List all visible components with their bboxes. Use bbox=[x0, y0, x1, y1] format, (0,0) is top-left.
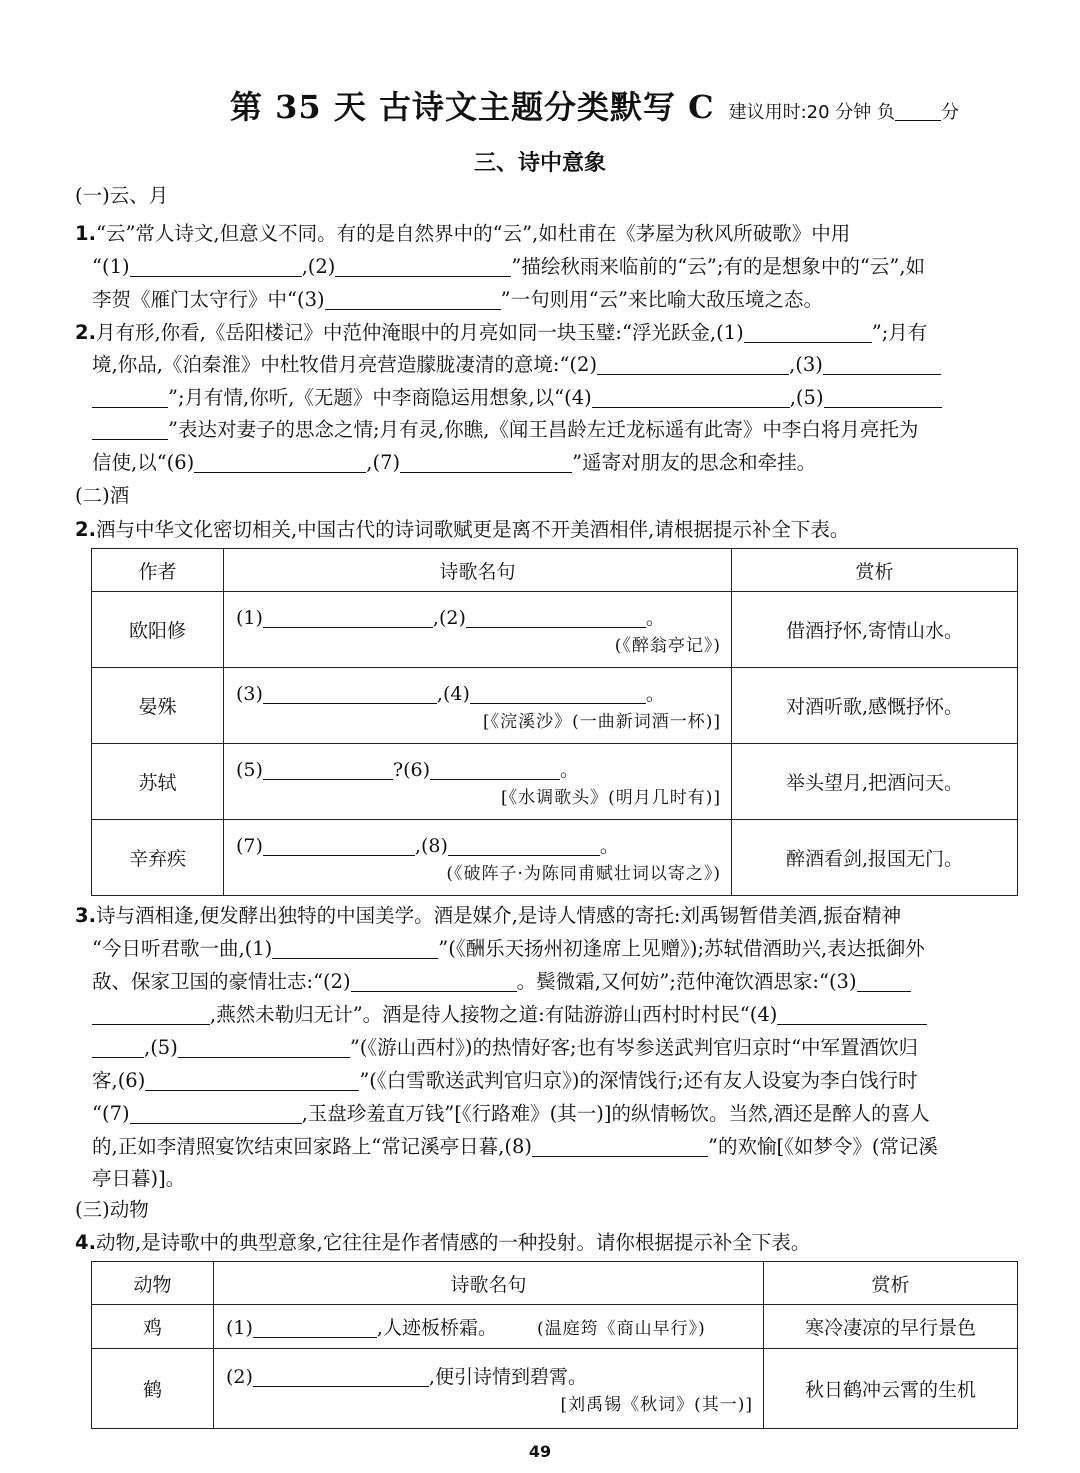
q2-text-5a: 信使,以“(6) bbox=[92, 451, 195, 474]
animal-verse-cell bbox=[214, 1349, 764, 1429]
verse-source: (《醉翁亭记》) bbox=[614, 635, 721, 656]
animal-name: 鹤 bbox=[92, 1349, 214, 1429]
blank-label: ,(2) bbox=[432, 606, 466, 629]
wine-blank-1[interactable] bbox=[263, 605, 433, 628]
animal-blank-2[interactable] bbox=[253, 1364, 429, 1387]
q3-line1 bbox=[75, 900, 1025, 932]
verse-end: 。 bbox=[645, 606, 665, 629]
blank-label: (7) bbox=[236, 834, 263, 857]
verse-source: [《浣溪沙》(一曲新词酒一杯)] bbox=[482, 711, 721, 732]
q3-line3 bbox=[92, 966, 1022, 998]
q3-blank-3[interactable] bbox=[857, 969, 911, 992]
q2-text-4: ”表达对妻子的思念之情;月有灵,你瞧,《闻王昌龄左迁龙标遥有此寄》中李白将月亮托为 bbox=[168, 418, 919, 441]
wine-note: 醉酒看剑,报国无门。 bbox=[732, 820, 1018, 896]
q3-blank-4-cont[interactable] bbox=[92, 1035, 144, 1058]
wine-blank-3[interactable] bbox=[263, 681, 437, 704]
wine-author: 辛弃疾 bbox=[92, 820, 224, 896]
wine-header-verse: 诗歌名句 bbox=[224, 549, 732, 592]
animal-header-verse: 诗歌名句 bbox=[214, 1262, 764, 1305]
q3-text-5b: ”(《游山西村》)的热情好客;也有岑参送武判官归京时“中军置酒饮归 bbox=[349, 1036, 919, 1059]
animal-name: 鸡 bbox=[92, 1305, 214, 1349]
q2-blank-1[interactable] bbox=[744, 320, 872, 343]
blank-label: (5) bbox=[236, 758, 263, 781]
q3-blank-8[interactable] bbox=[532, 1134, 708, 1157]
animal-header-note: 赏析 bbox=[764, 1262, 1018, 1305]
wine-table bbox=[91, 548, 1018, 896]
page-header bbox=[230, 82, 1030, 132]
verse-source: (《破阵子·为陈同甫赋壮词以寄之》) bbox=[446, 863, 721, 884]
time-note-text: 建议用时:20 分钟 负 bbox=[728, 102, 895, 123]
wine-blank-5[interactable] bbox=[263, 757, 393, 780]
q3-text-8a: 的,正如李清照宴饮结束回家路上“常记溪亭日暮,(8) bbox=[92, 1135, 532, 1158]
wine-blank-6[interactable] bbox=[430, 757, 560, 780]
q1-text-2c: ”描绘秋雨来临前的“云”;有的是想象中的“云”,如 bbox=[511, 255, 926, 278]
q3-text-3a: 敌、保家卫国的豪情壮志:“(2) bbox=[92, 970, 351, 993]
q2-blank-3[interactable] bbox=[823, 352, 941, 375]
q2-number: 2. bbox=[75, 321, 96, 344]
wine-header-note: 赏析 bbox=[732, 549, 1018, 592]
q2-blank-4[interactable] bbox=[592, 385, 790, 408]
blank-label: (2) bbox=[226, 1365, 253, 1388]
q3-text-5a: ,(5) bbox=[144, 1036, 178, 1059]
q1-text-3b: ”一句则用“云”来比喻大敌压境之态。 bbox=[500, 288, 824, 311]
q1-text-1: “云”常人诗文,但意义不同。有的是自然界中的“云”,如杜甫在《茅屋为秋风所破歌》中用 bbox=[95, 222, 851, 245]
wine-verse-cell bbox=[224, 820, 732, 896]
q2b-number: 2. bbox=[75, 518, 96, 541]
table-row bbox=[92, 592, 1018, 668]
wine-blank-8[interactable] bbox=[448, 833, 600, 856]
animal-header-name: 动物 bbox=[92, 1262, 214, 1305]
q3-blank-3-cont[interactable] bbox=[92, 1002, 210, 1025]
q2-blank-5-cont[interactable] bbox=[92, 417, 168, 440]
wine-note: 举头望月,把酒问天。 bbox=[732, 744, 1018, 820]
verse-end: 。 bbox=[560, 758, 580, 781]
q4-number: 4. bbox=[75, 1231, 96, 1254]
q2b-text: 酒与中华文化密切相关,中国古代的诗词歌赋更是离不开美酒相伴,请根据提示补全下表。 bbox=[95, 518, 850, 541]
score-unit: 分 bbox=[941, 102, 959, 123]
wine-verse-cell bbox=[224, 668, 732, 744]
q2-text-3b: ,(5) bbox=[789, 386, 824, 409]
q2-text-2a: 境,你品,《泊秦淮》中杜牧借月亮营造朦胧凄清的意境:“(2) bbox=[92, 353, 598, 376]
wine-note: 借酒抒怀,寄情山水。 bbox=[732, 592, 1018, 668]
q1-text-3a: 李贺《雁门太守行》中“(3) bbox=[92, 288, 325, 311]
q3-blank-1[interactable] bbox=[272, 936, 438, 959]
animal-blank-1[interactable] bbox=[253, 1315, 377, 1338]
q3-text-7a: “(7) bbox=[92, 1102, 130, 1125]
q3-text-2b: ”(《酬乐天扬州初逢席上见赠》);苏轼借酒助兴,表达抵御外 bbox=[438, 937, 925, 960]
q1-blank-1[interactable] bbox=[130, 254, 302, 277]
verse-source: [刘禹锡《秋词》(其一)] bbox=[560, 1394, 753, 1415]
q2-blank-2[interactable] bbox=[597, 352, 789, 375]
q2-text-1b: ”;月有 bbox=[871, 321, 928, 344]
q2-blank-3-cont[interactable] bbox=[92, 385, 168, 408]
q3-text-4: ,燕然未勒归无计”。酒是待人接物之道:有陆游游山西村时村民“(4) bbox=[210, 1003, 778, 1026]
part1-heading: (一)云、月 bbox=[75, 184, 169, 207]
q1-blank-3[interactable] bbox=[325, 287, 501, 310]
q3-line2 bbox=[92, 933, 1022, 965]
section-title: 三、诗中意象 bbox=[473, 151, 606, 176]
q3-blank-5[interactable] bbox=[178, 1035, 350, 1058]
q1-text-2a: “(1) bbox=[92, 255, 130, 278]
q3-text-8b: ”的欢愉[《如梦令》(常记溪 bbox=[708, 1135, 938, 1158]
time-score-note bbox=[729, 98, 959, 124]
blank-label: ,(8) bbox=[414, 834, 448, 857]
q2-line4 bbox=[92, 414, 1022, 446]
q3-blank-7[interactable] bbox=[130, 1101, 302, 1124]
table-row bbox=[92, 1349, 1018, 1429]
q3-blank-4[interactable] bbox=[777, 1002, 927, 1025]
q1-number: 1. bbox=[75, 222, 96, 245]
wine-blank-2[interactable] bbox=[466, 605, 646, 628]
verse-rest: ,便引诗情到碧霄。 bbox=[428, 1365, 587, 1388]
q3-text-7b: ,玉盘珍羞直万钱”[《行路难》(其一)]的纵情畅饮。当然,酒还是醉人的喜人 bbox=[301, 1102, 930, 1125]
q3-text-1: 诗与酒相逢,便发酵出独特的中国美学。酒是媒介,是诗人情感的寄托:刘禹锡暂借美酒,振奋精神 bbox=[95, 904, 902, 927]
table-row bbox=[92, 744, 1018, 820]
q2-text-3a: ”;月有情,你听,《无题》中李商隐运用想象,以“(4) bbox=[168, 386, 592, 409]
verse-rest: ,人迹板桥霜。 bbox=[376, 1317, 497, 1339]
score-blank[interactable] bbox=[895, 102, 941, 121]
blank-label: ,(4) bbox=[436, 682, 470, 705]
verse-end: 。 bbox=[599, 834, 619, 857]
q1-line3 bbox=[92, 284, 1022, 316]
q1-text-2b: ,(2) bbox=[301, 255, 336, 278]
page-number: 49 bbox=[528, 1442, 552, 1461]
wine-author: 欧阳修 bbox=[92, 592, 224, 668]
wine-header-author: 作者 bbox=[92, 549, 224, 592]
wine-blank-4[interactable] bbox=[470, 681, 646, 704]
part2-heading: (二)酒 bbox=[75, 484, 130, 507]
blank-label: ?(6) bbox=[392, 758, 431, 781]
q1-line2 bbox=[92, 251, 1022, 283]
q3-number: 3. bbox=[75, 904, 96, 927]
blank-label: (3) bbox=[236, 682, 263, 705]
blank-label: (1) bbox=[226, 1317, 253, 1339]
blank-label: (1) bbox=[236, 606, 263, 629]
verse-end: 。 bbox=[645, 682, 665, 705]
animal-verse-cell bbox=[214, 1305, 764, 1349]
wine-author: 晏殊 bbox=[92, 668, 224, 744]
q2-line3 bbox=[92, 382, 1022, 414]
q3-blank-2[interactable] bbox=[351, 969, 517, 992]
q3-line7 bbox=[92, 1098, 1022, 1130]
verse-source: (温庭筠《商山早行》) bbox=[536, 1319, 706, 1339]
q3-text-3b: 。鬓微霜,又何妨”;范仲淹饮酒思家:“(3) bbox=[516, 970, 857, 993]
wine-blank-7[interactable] bbox=[263, 833, 415, 856]
animal-table bbox=[91, 1261, 1018, 1429]
q3-text-6b: ”(《白雪歌送武判官归京》)的深情饯行;还有友人设宴为李白饯行时 bbox=[359, 1069, 918, 1092]
q2-line2 bbox=[92, 349, 1022, 381]
animal-note: 寒冷凄凉的早行景色 bbox=[764, 1305, 1018, 1349]
wine-verse-cell bbox=[224, 592, 732, 668]
q2-blank-6[interactable] bbox=[194, 450, 366, 473]
q1-blank-2[interactable] bbox=[335, 254, 511, 277]
q3-line6 bbox=[92, 1065, 1022, 1097]
q3-line5 bbox=[92, 1032, 1022, 1064]
verse-source: [《水调歌头》(明月几时有)] bbox=[500, 787, 721, 808]
table-row bbox=[92, 820, 1018, 896]
wine-verse-cell bbox=[224, 744, 732, 820]
q2-text-5b: ,(7) bbox=[366, 451, 401, 474]
q2-text-2b: ,(3) bbox=[789, 353, 823, 376]
q3-text-6a: 客,(6) bbox=[92, 1069, 146, 1092]
part3-heading: (三)动物 bbox=[75, 1198, 149, 1221]
q4-line bbox=[75, 1227, 1025, 1259]
q3-blank-6[interactable] bbox=[145, 1068, 359, 1091]
table-row bbox=[92, 668, 1018, 744]
q2-blank-5[interactable] bbox=[824, 385, 942, 408]
q2-text-5c: ”遥寄对朋友的思念和牵挂。 bbox=[572, 451, 817, 474]
q3-line4 bbox=[92, 999, 1022, 1031]
wine-note: 对酒听歌,感慨抒怀。 bbox=[732, 668, 1018, 744]
table-row bbox=[92, 1305, 1018, 1349]
q4-text: 动物,是诗歌中的典型意象,它往往是作者情感的一种投射。请你根据提示补全下表。 bbox=[95, 1231, 811, 1254]
q1-line1 bbox=[75, 218, 1025, 250]
q3-text-2a: “今日听君歌一曲,(1) bbox=[92, 937, 273, 960]
page-title: 第 35 天 古诗文主题分类默写 C bbox=[230, 88, 715, 126]
q2-text-1a: 月有形,你看,《岳阳楼记》中范仲淹眼中的月亮如同一块玉璧:“浮光跃金,(1) bbox=[95, 321, 744, 344]
q2-line1 bbox=[75, 317, 1025, 349]
q3-line8 bbox=[92, 1131, 1022, 1163]
q3-line9: 亭日暮)]。 bbox=[92, 1167, 186, 1190]
q2b-line bbox=[75, 514, 1025, 546]
wine-author: 苏轼 bbox=[92, 744, 224, 820]
q2-blank-7[interactable] bbox=[400, 450, 572, 473]
q2-line5 bbox=[92, 447, 1022, 479]
animal-note: 秋日鹤冲云霄的生机 bbox=[764, 1349, 1018, 1429]
